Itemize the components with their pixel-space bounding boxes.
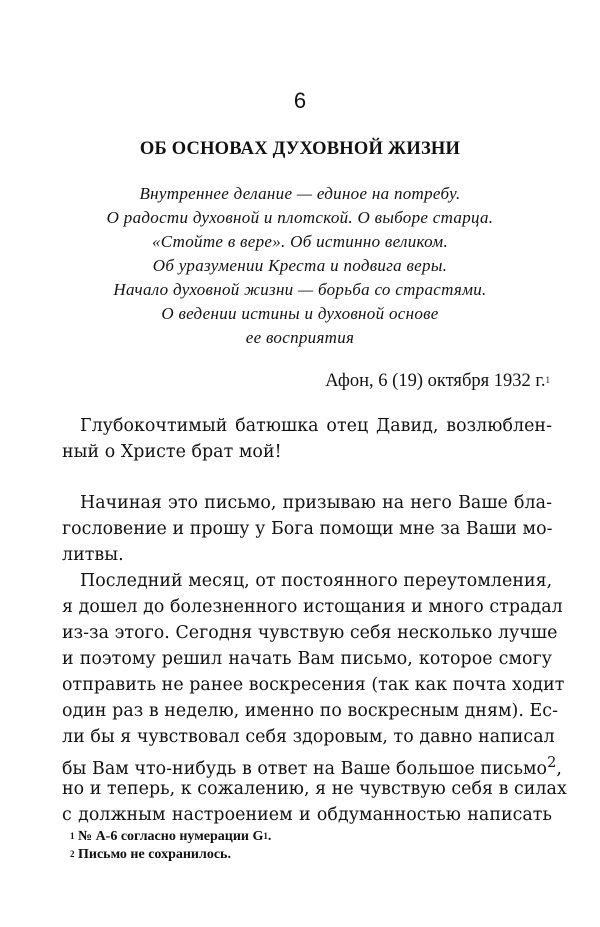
summary-line: Начало духовной жизни — борьба со страстями. bbox=[113, 280, 487, 299]
summary-line: О ведении истины и духовной основе bbox=[161, 304, 439, 323]
summary-line: ее восприятия bbox=[245, 328, 355, 347]
body-line: Последний месяц, от постоянного переутомления, bbox=[80, 571, 553, 591]
body-line: гословение и прошу у Бога помощи мне за Ваши мо- bbox=[62, 519, 553, 539]
dateline bbox=[325, 370, 550, 392]
punctuation: , bbox=[556, 758, 562, 779]
summary-line: Внутреннее делание — единое на потребу. bbox=[139, 184, 461, 203]
body-line: Глубокочтимый батюшка отец Давид, возлюблен- bbox=[80, 416, 552, 436]
footnote-sup: 1 bbox=[263, 831, 268, 841]
punctuation: . bbox=[267, 829, 272, 844]
footnote-2 bbox=[70, 846, 231, 864]
footnote-text: № А-6 согласно нумерации G bbox=[78, 829, 264, 844]
body-line: литвы. bbox=[62, 545, 124, 565]
body-line: один раз в неделю, именно по воскресным дням). Ес- bbox=[62, 701, 558, 721]
body-line: Начиная это письмо, призываю на него Ваше бла- bbox=[80, 493, 552, 513]
body-line: ный о Христе брат мой! bbox=[62, 442, 282, 462]
body-line: отправить не ранее воскресения (так как почта ходит bbox=[62, 675, 565, 695]
body-line: я дошел до болезненного истощания и много страдал bbox=[62, 597, 563, 617]
footnote-mark: 2 bbox=[70, 849, 75, 859]
footnote-1 bbox=[70, 828, 271, 846]
summary-line: «Стойте в вере». Об истинно великом. bbox=[151, 232, 448, 251]
body-line-text: бы Вам что-нибудь в ответ на Ваше большое письмо bbox=[62, 758, 548, 779]
footnote-mark: 1 bbox=[70, 831, 75, 841]
body-line: из-за этого. Сегодня чувствую себя несколько лучше bbox=[62, 623, 558, 643]
body-line: но и теперь, к сожалению, я не чувствую себя в силах bbox=[62, 779, 567, 799]
body-line: и поэтому решил начать Вам письмо, которое смогу bbox=[62, 649, 552, 669]
footnote-ref: 2 bbox=[547, 755, 557, 771]
chapter-number: 6 bbox=[293, 88, 307, 113]
dateline-text: Афон, 6 (19) октября 1932 г. bbox=[325, 371, 546, 391]
summary-line: О радости духовной и плотской. О выборе старца. bbox=[106, 208, 494, 227]
body-line: ли бы я чувствовал себя здоровым, то давно написал bbox=[62, 727, 555, 747]
body-line: с должным настроением и обдуманностью написать bbox=[62, 805, 552, 825]
footnote-text: Письмо не сохранилось. bbox=[78, 847, 231, 862]
summary-line: Об уразумении Креста и подвига веры. bbox=[152, 256, 448, 275]
chapter-title: ОБ ОСНОВАХ ДУХОВНОЙ ЖИЗНИ bbox=[139, 139, 461, 159]
footnote-ref: 1 bbox=[545, 375, 550, 385]
